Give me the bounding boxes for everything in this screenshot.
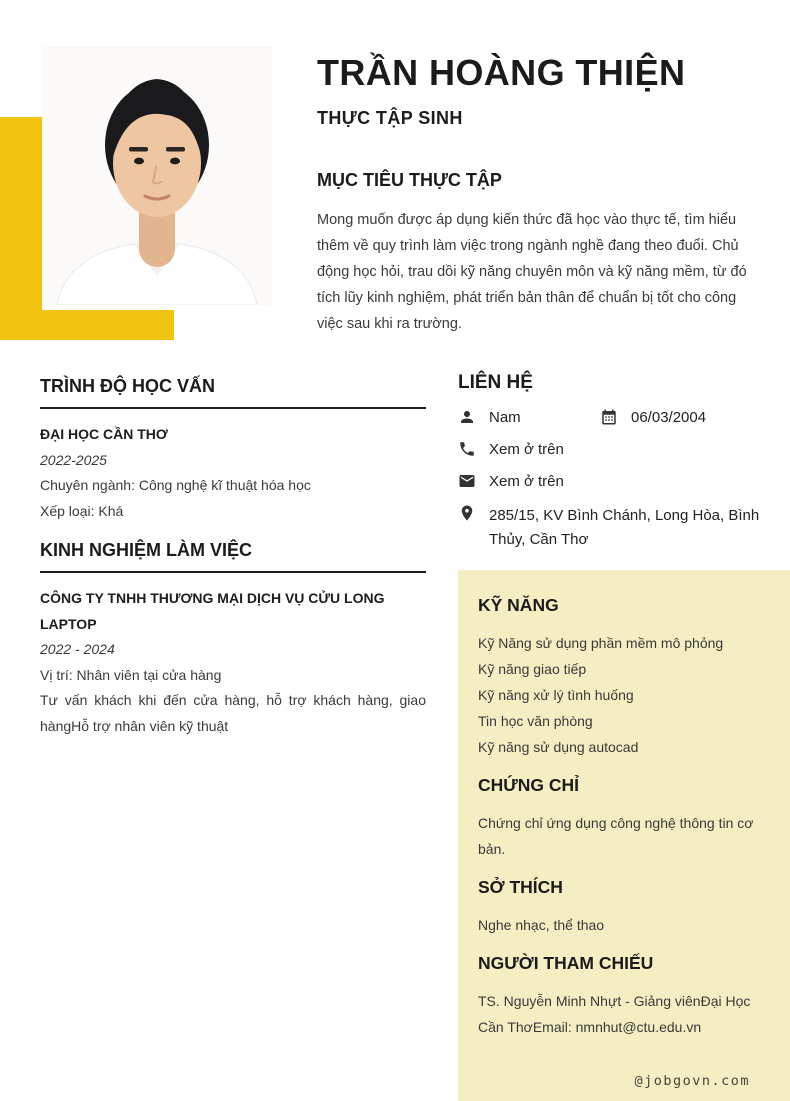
experience-heading: KINH NGHIỆM LÀM VIỆC [40,539,426,573]
education-entry [40,422,426,524]
person-icon [458,408,476,426]
certificates-heading: CHỨNG CHỈ [478,775,580,795]
experience-entry [40,586,426,739]
profile-photo [42,45,272,305]
phone-icon [458,440,476,458]
education-period: 2022-2025 [40,451,107,468]
skills-heading: KỸ NĂNG [478,595,559,615]
contact-row-phone [458,440,790,459]
contact-row-email [458,472,790,491]
contact-address: 285/15, KV Bình Chánh, Long Hòa, Bình Thủy, Cần Thơ [489,507,760,548]
contact-email: Xem ở trên [489,473,564,490]
contact-birthday-pair [600,408,706,427]
education-heading: TRÌNH ĐỘ HỌC VẤN [40,375,426,409]
contact-birthday: 06/03/2004 [631,409,707,426]
education-grade: Xếp loại: Khá [40,502,124,519]
experience-position: Vị trí: Nhân viên tại cửa hàng [40,666,222,683]
hobbies-heading: SỞ THÍCH [478,877,563,897]
contact-section [458,372,790,565]
yellow-accent-horizontal-bar [0,310,174,340]
experience-company: CÔNG TY TNHH THƯƠNG MẠI DỊCH VỤ CỬU LONG LAPTOP [40,590,385,632]
certificates-text: Chứng chỉ ứng dụng công nghệ thông tin cơ bản. [478,815,754,857]
contact-row-gender-birthday [458,408,790,427]
watermark: @jobgovn.com [634,1073,750,1089]
references-heading: NGƯỜI THAM CHIẾU [478,953,654,973]
objective-text: Mong muốn được áp dụng kiến thức đã học vào thực tế, tìm hiểu thêm về quy trình làm việc trong ngành nghề đang theo đuổi. Chủ động học hỏi, trau dồi kỹ năng chuyên môn và kỹ năng mềm, từ đó tích lũy kinh nghiệm, phát triển bản thân để chuẩn bị tốt cho công việc sau khi ra trường. [317,212,747,332]
header-block [317,52,767,129]
candidate-job-title: THỰC TẬP SINH [317,108,463,128]
skill-item: Kỹ năng xử lý tình huống [478,687,634,703]
candidate-name: TRẦN HOÀNG THIỆN [317,52,686,93]
experience-description: Tư vấn khách khi đến cửa hàng, hỗ trợ khách hàng, giao hàngHỗ trợ nhân viên kỹ thuật [40,692,426,734]
skill-item: Kỹ năng sử dụng autocad [478,739,639,755]
yellow-accent-vertical-bar [0,117,42,340]
email-icon [458,472,476,490]
experience-period: 2022 - 2024 [40,641,115,657]
education-school: ĐẠI HỌC CẦN THƠ [40,426,168,442]
contact-gender: Nam [489,409,521,426]
skill-item: Kỹ Năng sử dụng phần mềm mô phỏng [478,635,724,651]
skill-item: Tin học văn phòng [478,713,593,729]
contact-heading: LIÊN HỆ [458,372,533,393]
skills-list [478,630,770,760]
side-panel [458,570,790,1101]
skill-item: Kỹ năng giao tiếp [478,661,587,677]
references-text: TS. Nguyễn Minh Nhựt - Giảng viênĐại Học Cần ThơEmail: nmnhut@ctu.edu.vn [478,993,751,1035]
left-column [40,375,426,754]
objective-section [317,170,757,337]
contact-row-address [458,504,790,552]
location-icon [458,504,476,522]
contact-gender-pair [458,408,600,427]
contact-phone: Xem ở trên [489,441,564,458]
hobbies-text: Nghe nhạc, thể thao [478,917,605,933]
objective-heading: MỤC TIÊU THỰC TẬP [317,170,502,190]
calendar-icon [600,408,618,426]
education-major: Chuyên ngành: Công nghệ kĩ thuật hóa học [40,477,311,493]
